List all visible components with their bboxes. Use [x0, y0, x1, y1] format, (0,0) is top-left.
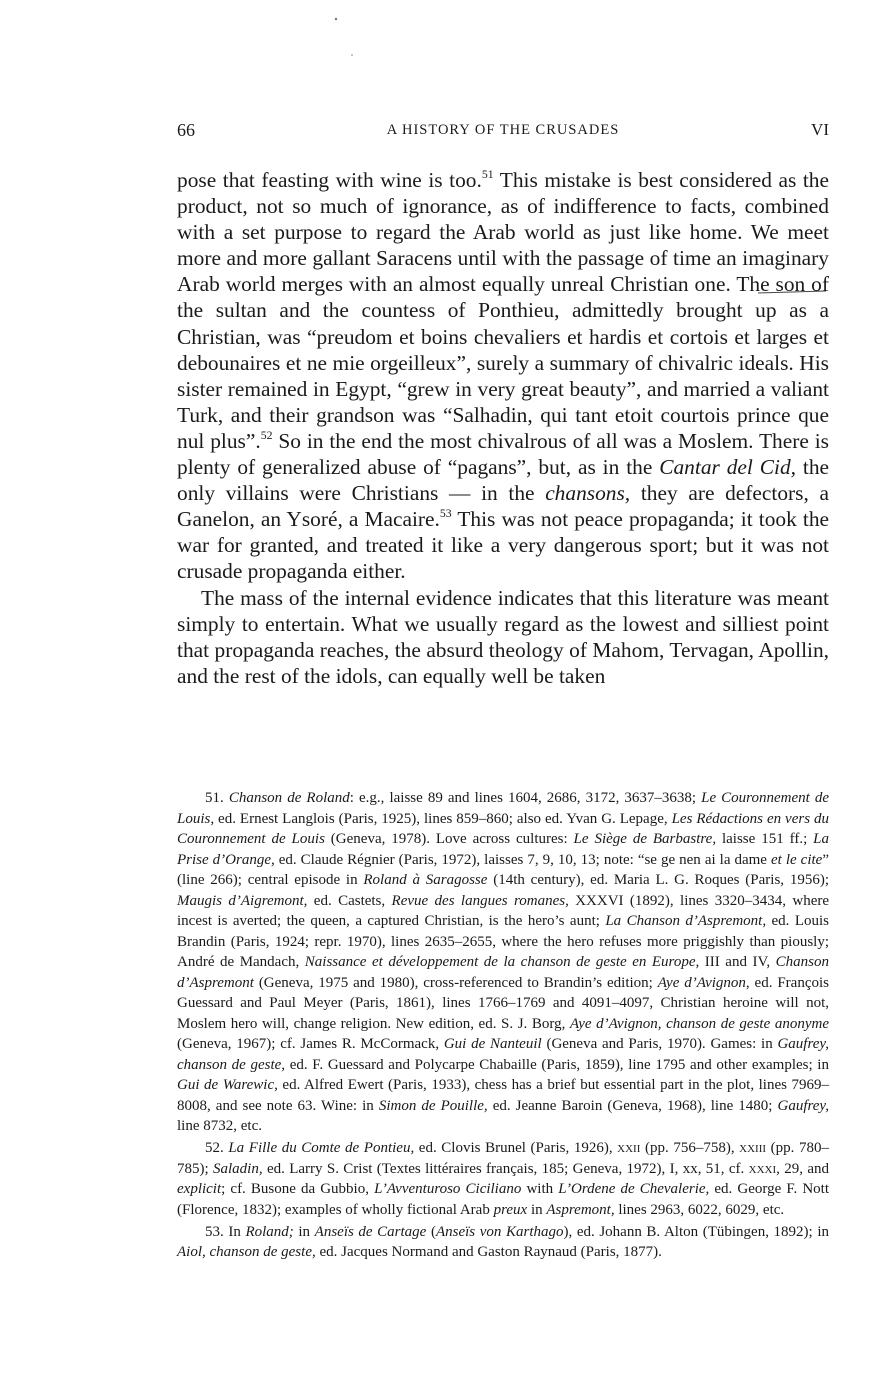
italic-term: chansons, [545, 481, 631, 506]
text-run: with [521, 1181, 559, 1197]
footnote-ref-53: 53 [439, 507, 452, 521]
footnotes [177, 788, 829, 1264]
italic-title: Chanson de Roland [228, 790, 350, 806]
italic-title: La Fille du Comte de Pontieu, [228, 1140, 415, 1156]
text-run: pose that feasting with wine is too. [177, 168, 482, 192]
scan-dust-mark [351, 54, 353, 56]
roman-numeral: xxiii [739, 1140, 767, 1156]
text-run: line 8732, etc. [177, 1118, 262, 1134]
text-run: in [527, 1201, 547, 1218]
body-paragraph-2: The mass of the internal evidence indicates that this literature was meant simply to entertain. What we usually regard as the lowest and silliest point that propaganda reaches, the absurd theology of Mahom, Tervagan, Apollin, and the rest of the idols, can equally well be taken [177, 585, 829, 688]
text-run: ed. F. Guessard and Polycarpe Chabaille (Paris, 1859), line 1795 and other examples; in [285, 1056, 829, 1073]
italic-title: Les Rédactions en vers du Couronnement de Louis [177, 810, 829, 847]
italic-title: L’Avventuroso Ciciliano [374, 1181, 522, 1197]
italic-title: Roland à Saragosse [363, 872, 488, 888]
text-run: ” (line 266); central episode in [177, 851, 829, 888]
italic-title: Aspremont, [546, 1201, 615, 1218]
footnote-ref-51: 51 [481, 168, 494, 182]
text-run: ( [426, 1223, 436, 1240]
main-text [177, 167, 829, 689]
italic-title: Aiol, chanson de geste, [177, 1244, 316, 1260]
footnote-ref-52: 52 [260, 429, 273, 443]
italic-title: Aye d’Avignon, [657, 974, 750, 991]
text-run: ed. Clovis Brunel (Paris, 1926), [414, 1140, 618, 1156]
text-run: (Geneva and Paris, 1970). Games: in [541, 1036, 778, 1052]
text-run: they are defectors, a Ganelon, an Ysoré, a Macaire. [177, 481, 830, 532]
text-run: III and IV, [699, 954, 776, 970]
roman-numeral: xxxi [748, 1160, 777, 1177]
italic-title: Le Siège de Barbastre, [573, 831, 717, 847]
italic-title: Gaufrey, chanson de geste, [177, 1036, 829, 1073]
text-run: (pp. 780–785); [177, 1140, 829, 1177]
page-number: 66 [177, 120, 195, 140]
footnote-number: 52. [205, 1140, 229, 1156]
running-header [177, 118, 829, 142]
text-run: ed. Jeanne Baroin (Geneva, 1968), line 1480; [487, 1097, 778, 1114]
italic-title: Cantar del Cid, [659, 455, 796, 480]
text-run: ed. François Guessard and Paul Meyer (Paris, 1861), lines 1766–1769 and 4091–4097, Christian heroine will not, Moslem hero will, change religion. New edition, ed. S. J. Borg, [177, 974, 829, 1032]
text-run: (14th century), ed. Maria L. G. Roques (Paris, 1956); [487, 872, 829, 888]
scan-dust-mark [335, 18, 337, 20]
text-run: : e.g., laisse 89 and lines 1604, 2686, 3172, 3637–3638; [349, 790, 702, 806]
text-run: ed. Louis Brandin (Paris, 1924; repr. 1970), lines 2635–2655, where the hero refuses more priggishly than piously; André de Mandach, [177, 913, 830, 970]
text-run: (Geneva, 1978). Love across cultures: [324, 831, 574, 847]
text-run: (Geneva, 1967); cf. James R. McCormack, [177, 1036, 444, 1052]
body-paragraph-1 [177, 167, 829, 585]
text-run: ed. Jacques Normand and Gaston Raynaud (Paris, 1877). [315, 1244, 662, 1260]
italic-title: Maugis d’Aigremont, [177, 892, 308, 909]
chapter-number: VI [811, 120, 829, 139]
italic-phrase: et le cite [770, 851, 823, 868]
italic-title: Naissance et développement de la chanson de geste en Europe, [304, 954, 700, 970]
footnote-53 [177, 1222, 829, 1263]
italic-title: Gui de Warewic, [177, 1077, 278, 1093]
italic-title: Simon de Pouille, [378, 1097, 488, 1114]
italic-title: Roland; [245, 1223, 294, 1240]
text-run: ), ed. Johann B. Alton (Tübingen, 1892); in [563, 1223, 829, 1240]
text-run: ed. Castets, [307, 892, 392, 909]
footnote-52 [177, 1138, 829, 1220]
footnote-number: 51. [205, 790, 229, 806]
text-run: ed. Larry S. Crist (Textes littéraires français, 185; Geneva, 1972), I, xx, 51, cf. [262, 1160, 749, 1177]
footnote-number: 53. In [205, 1223, 246, 1240]
text-run: This was not peace propaganda; it took the war for granted, and treated it like a very dangerous sport; but it was not crusade propaganda either. [177, 507, 830, 584]
text-run: in [293, 1223, 315, 1240]
text-run: , 29, and [776, 1160, 829, 1177]
text-run: XXXVI (1892), lines 3320–3434, where incest is averted; the queen, a captured Christian, is the hero’s aunt; [177, 892, 830, 929]
text-run: ; cf. Busone da Gubbio, [221, 1181, 375, 1197]
italic-title: Aye d’Avignon, chanson de geste anonyme [569, 1015, 829, 1032]
text-run: ed. George F. Nott (Florence, 1832); examples of wholly fictional Arab [177, 1181, 829, 1218]
text-run: This mistake is best considered as the product, not so much of ignorance, as of indifference to facts, combined with a set purpose to regard the Arab world as just like home. We meet more and more gallant Saracens until with the passage of time an imaginary Arab world merges with an almost equally unreal Christian one. The son of the sultan and the countess of Ponthieu, admittedly brought up as a Christian, was “preudom et boins chevaliers et hardis et cortois et larges et debounaires et ne mie orgeilleux”, surely a summary of chivalric ideals. His sister remained in Egypt, “grew in very great beauty”, and married a valiant Turk, and their grandson was “Salhadin, qui tant etoit courtois prince que nul plus”. [177, 168, 829, 453]
italic-title: Chanson d’Aspremont [177, 954, 829, 991]
text-run: (pp. 756–758), [640, 1140, 740, 1156]
italic-title: Gui de Nanteuil [443, 1036, 542, 1052]
italic-title: Anseïs de Cartage [314, 1223, 427, 1240]
running-title: A HISTORY OF THE CRUSADES [386, 122, 620, 138]
italic-title: La Chanson d’Aspremont, [605, 913, 767, 929]
text-run: ed. Claude Régnier (Paris, 1972), laisses 7, 9, 10, 13; note: “se ge nen ai la dame [274, 851, 771, 868]
italic-title: Anseïs von Karthago [435, 1223, 564, 1240]
text-run: So in the end the most chivalrous of all was a Moslem. There is plenty of generalized abuse of “pagans”, but, as in the [177, 428, 829, 480]
text-run: lines 2963, 6022, 6029, etc. [614, 1201, 785, 1218]
text-run: ed. Alfred Ewert (Paris, 1933), chess has a brief but essential part in the plot, lines 7969–8008, and see note 63. Wine: in [177, 1077, 830, 1114]
italic-title: Revue des langues romanes, [391, 892, 569, 909]
italic-term: explicit [177, 1181, 222, 1197]
italic-term: preux [493, 1201, 528, 1218]
text-run: (Geneva, 1975 and 1980), cross-referenced to Brandin’s edition; [253, 974, 658, 991]
italic-title: Saladin, [213, 1160, 263, 1177]
italic-title: L’Ordene de Chevalerie, [558, 1181, 710, 1197]
text-run: laisse 151 ff.; [716, 831, 814, 847]
roman-numeral: xxii [617, 1140, 641, 1156]
text-run: ed. Ernest Langlois (Paris, 1925), lines 859–860; also ed. Yvan G. Lepage, [214, 810, 672, 827]
italic-title: Le Couronnement de Louis, [177, 790, 829, 827]
footnote-51 [177, 788, 829, 1137]
italic-title: La Prise d’Orange, [177, 831, 829, 868]
italic-title: Gaufrey, [777, 1097, 830, 1114]
text-run: the only villains were Christians — in the [177, 455, 830, 506]
